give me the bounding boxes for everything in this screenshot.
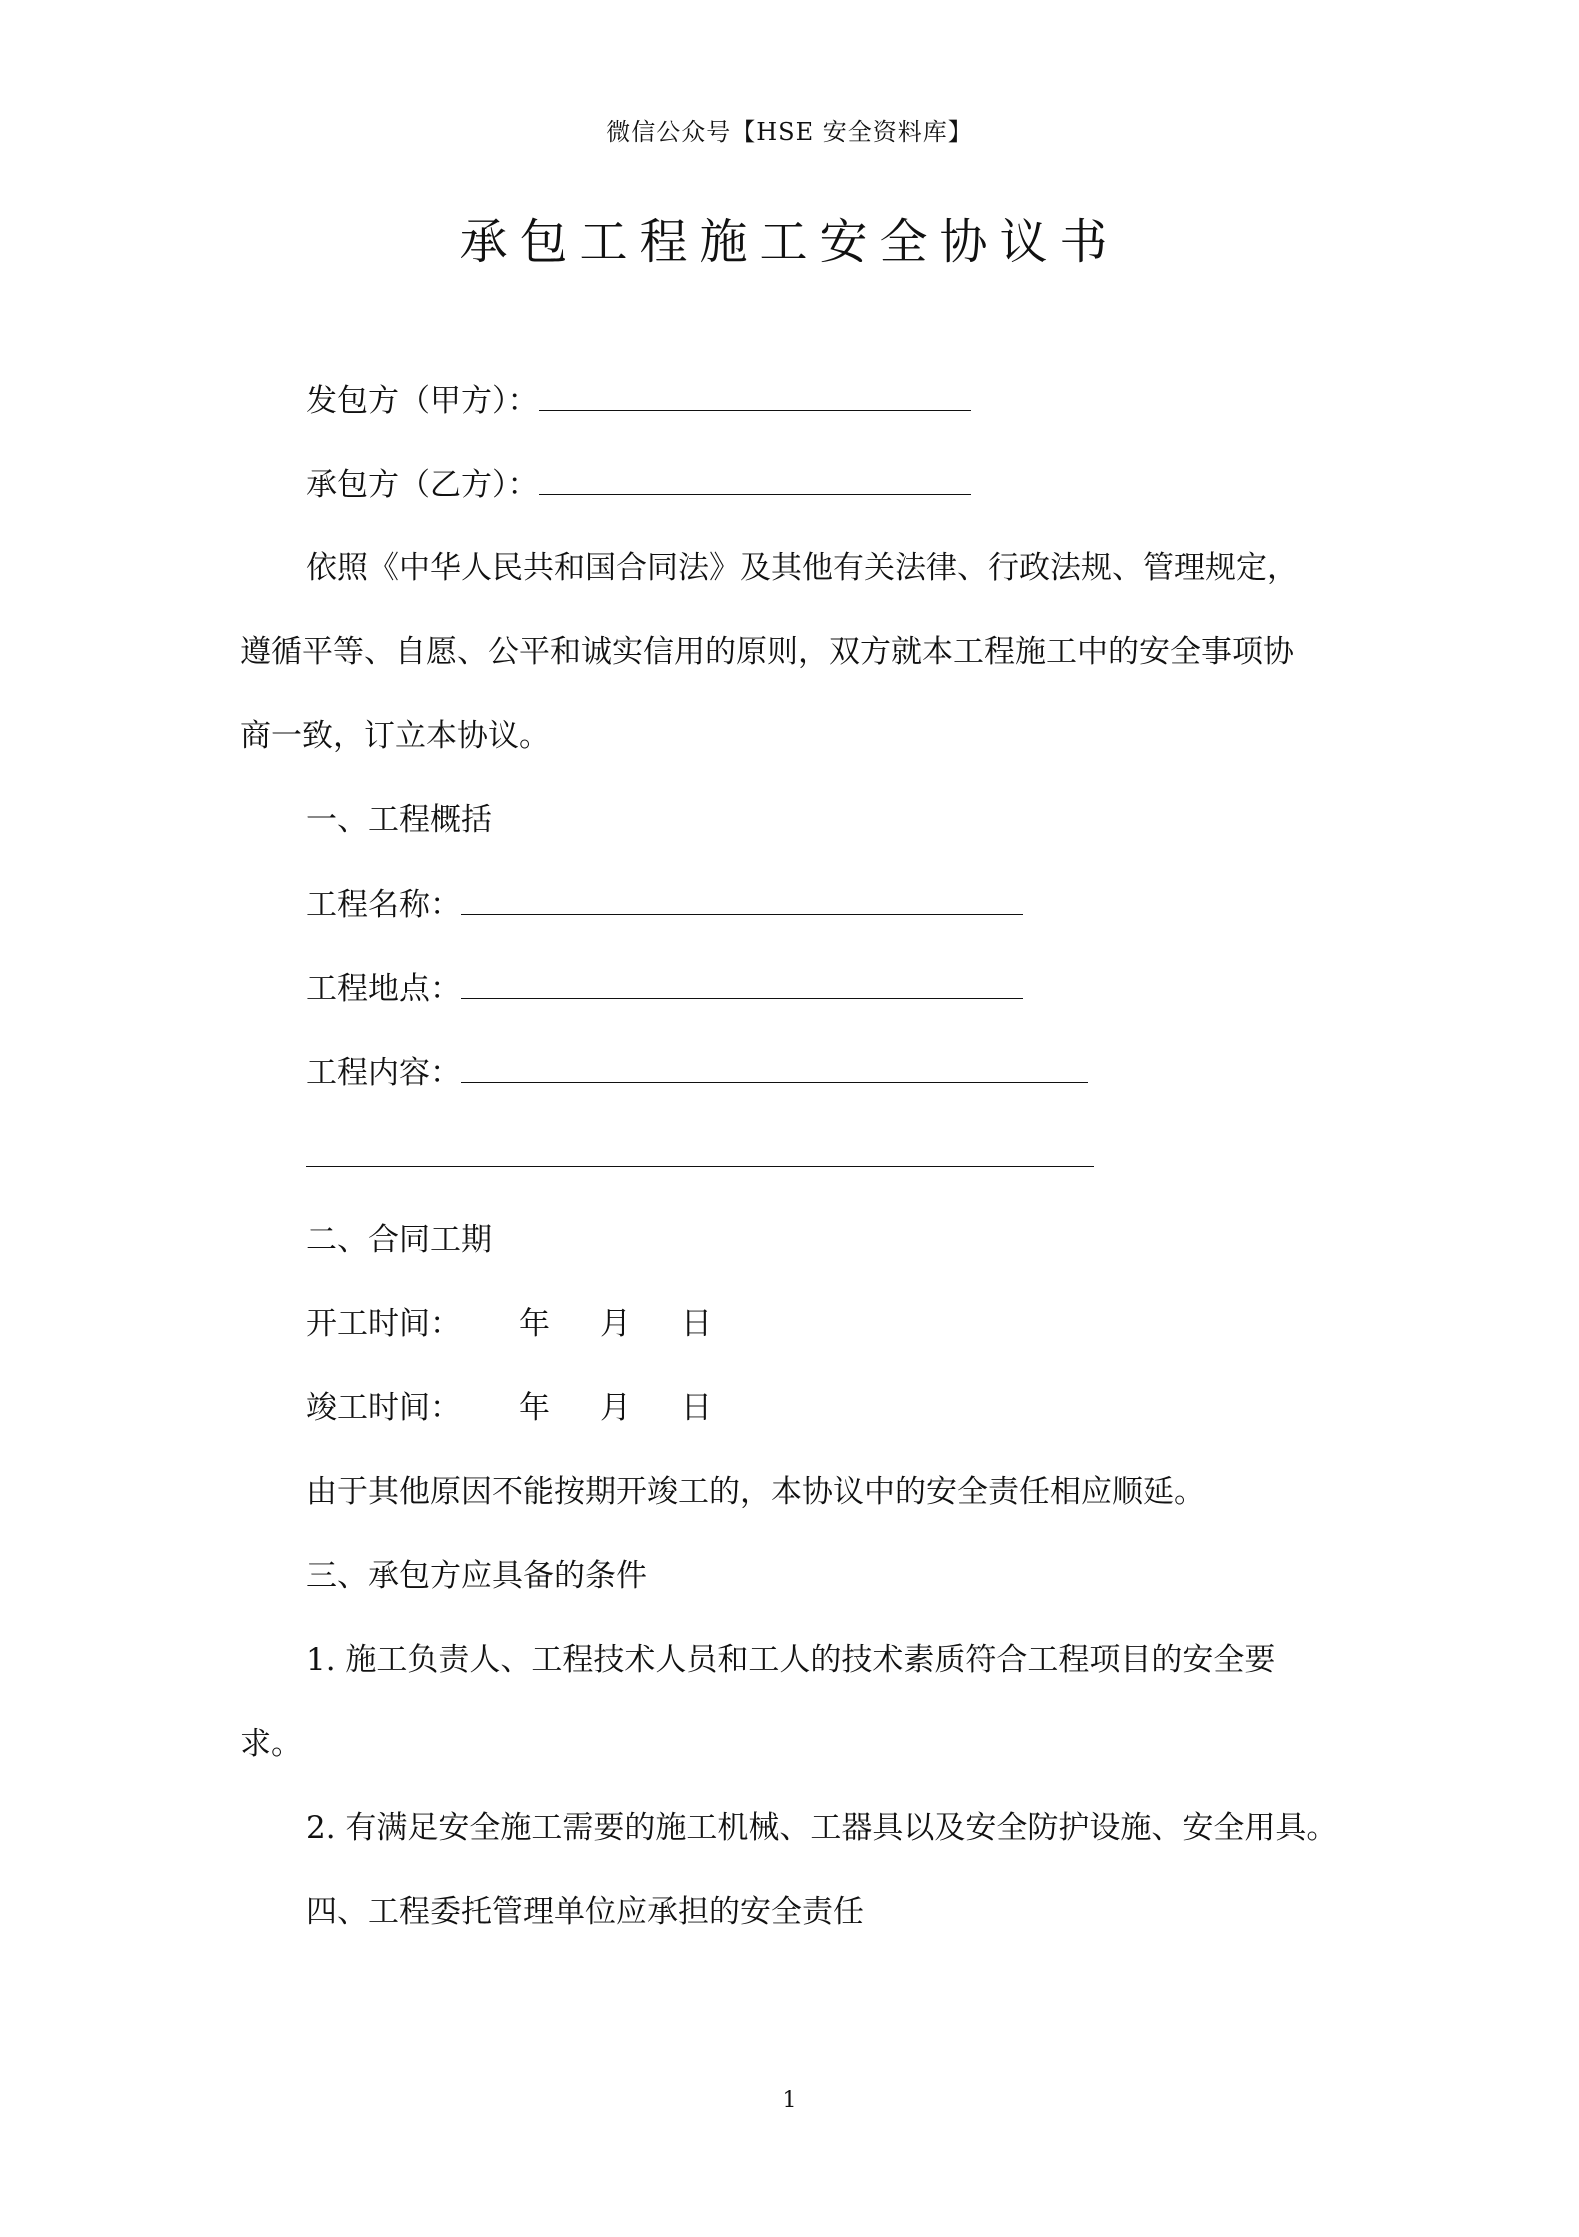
end-date-label: 竣工时间：	[306, 1390, 461, 1426]
employer-blank	[539, 380, 971, 411]
end-month: 月	[600, 1390, 631, 1426]
project-content-continuation	[306, 1136, 1094, 1177]
end-year: 年	[519, 1390, 550, 1426]
page-number: 1	[782, 2088, 797, 2113]
section4-heading: 四、工程委托管理单位应承担的安全责任	[306, 1894, 864, 1930]
schedule-note: 由于其他原因不能按期开竣工的，本协议中的安全责任相应顺延。	[306, 1474, 1205, 1510]
contractor-label: 承包方（乙方）：	[306, 467, 539, 503]
contractor-line	[306, 464, 971, 505]
project-content-blank	[461, 1052, 1088, 1083]
project-location-line	[306, 968, 1023, 1009]
start-date-label: 开工时间：	[306, 1306, 461, 1342]
contractor-blank	[539, 464, 971, 495]
project-content-blank-2	[306, 1136, 1094, 1167]
intro-line-1: 依照《中华人民共和国合同法》及其他有关法律、行政法规、管理规定，	[306, 550, 1298, 586]
project-content-label: 工程内容：	[306, 1055, 461, 1091]
project-location-label: 工程地点：	[306, 971, 461, 1007]
start-month: 月	[600, 1306, 631, 1342]
end-day: 日	[681, 1390, 712, 1426]
condition-item-2: 2. 有满足安全施工需要的施工机械、工器具以及安全防护设施、安全用具。	[306, 1810, 1338, 1846]
section1-heading: 一、工程概括	[306, 802, 492, 838]
start-day: 日	[681, 1306, 712, 1342]
project-location-blank	[461, 968, 1023, 999]
project-name-label: 工程名称：	[306, 887, 461, 923]
employer-line	[306, 380, 971, 421]
end-date-line	[306, 1388, 712, 1428]
employer-label: 发包方（甲方）：	[306, 383, 539, 419]
start-year: 年	[519, 1306, 550, 1342]
header-note: 微信公众号【HSE 安全资料库】	[606, 118, 973, 146]
project-content-line	[306, 1052, 1088, 1093]
intro-line-3: 商一致，订立本协议。	[240, 718, 550, 754]
document-title: 承包工程施工安全协议书	[459, 214, 1120, 270]
section2-heading: 二、合同工期	[306, 1222, 492, 1258]
start-date-line	[306, 1304, 712, 1344]
project-name-line	[306, 884, 1023, 925]
intro-line-2: 遵循平等、自愿、公平和诚实信用的原则，双方就本工程施工中的安全事项协	[240, 634, 1294, 670]
project-name-blank	[461, 884, 1023, 915]
condition-item-1-continuation: 求。	[240, 1726, 302, 1762]
section3-heading: 三、承包方应具备的条件	[306, 1558, 647, 1594]
condition-item-1: 1. 施工负责人、工程技术人员和工人的技术素质符合工程项目的安全要	[306, 1642, 1276, 1678]
